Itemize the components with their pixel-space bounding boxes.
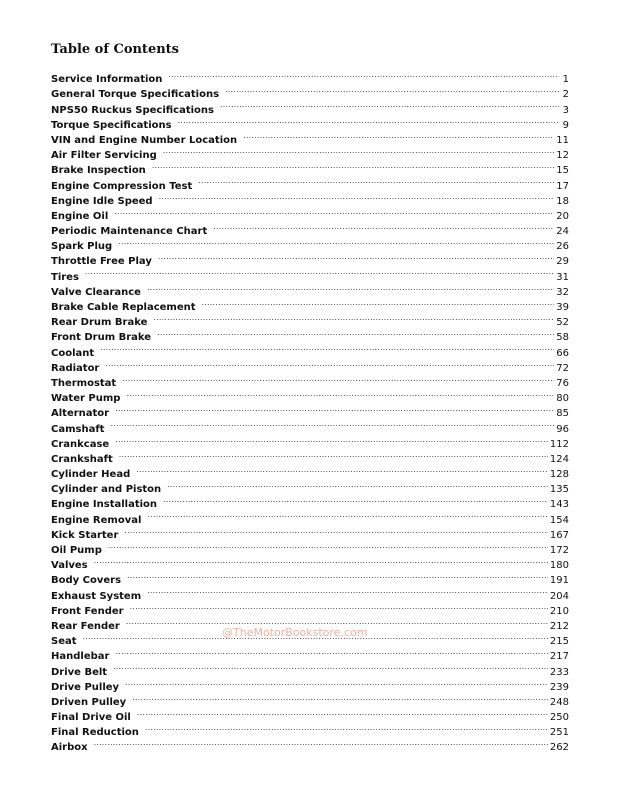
toc-dot-leader — [94, 553, 548, 568]
toc-dot-leader — [163, 492, 548, 507]
toc-dot-leader — [167, 477, 548, 492]
toc-entry-page-number[interactable]: 2 — [562, 89, 569, 101]
toc-entry-label[interactable]: Rear Fender — [51, 620, 120, 632]
toc-entry-page-number[interactable]: 233 — [549, 666, 569, 678]
toc-entry[interactable] — [51, 538, 569, 556]
toc-dot-leader — [100, 340, 554, 355]
toc-entry-label[interactable]: Rear Drum Brake — [51, 317, 148, 329]
toc-entry[interactable] — [51, 219, 569, 238]
toc-entry[interactable] — [51, 675, 569, 693]
toc-dot-leader — [145, 720, 548, 735]
toc-entry-page-number[interactable]: 1 — [562, 74, 569, 86]
toc-entry[interactable] — [51, 280, 569, 298]
toc-entry[interactable] — [51, 690, 569, 708]
toc-entry-label[interactable]: Drive Belt — [51, 666, 108, 678]
toc-dot-leader — [118, 234, 554, 249]
toc-dot-leader — [152, 158, 554, 173]
toc-entry-label[interactable]: Seat — [51, 636, 77, 648]
toc-dot-leader — [115, 644, 547, 659]
toc-entry-label[interactable]: Crankcase — [51, 438, 110, 450]
toc-entry-label[interactable]: VIN and Engine Number Location — [51, 134, 238, 146]
toc-dot-leader — [127, 568, 548, 583]
toc-entry-label[interactable]: Valve Clearance — [51, 286, 141, 298]
toc-dot-leader — [153, 310, 554, 325]
toc-entry-page-number[interactable]: 217 — [549, 651, 569, 663]
toc-dot-leader — [163, 143, 555, 158]
toc-entry-page-number[interactable]: 143 — [549, 499, 569, 511]
toc-entry-label[interactable]: Front Drum Brake — [51, 332, 152, 344]
toc-dot-leader — [202, 295, 555, 310]
toc-entry[interactable] — [51, 659, 569, 678]
toc-entry-page-number[interactable]: 11 — [556, 134, 569, 146]
toc-entry[interactable] — [51, 234, 569, 253]
toc-entry-label[interactable]: Brake Inspection — [51, 165, 146, 177]
toc-dot-leader — [115, 432, 548, 447]
toc-entry-label[interactable]: NPS50 Ruckus Specifications — [51, 104, 214, 116]
toc-dot-leader — [126, 386, 554, 401]
toc-entry-page-number[interactable]: 250 — [549, 712, 569, 724]
toc-entry-label[interactable]: Thermostat — [51, 377, 117, 389]
toc-dot-leader — [243, 128, 554, 143]
toc-dot-leader — [178, 113, 559, 128]
toc-entry-page-number[interactable]: 112 — [549, 438, 569, 450]
toc-entry-page-number[interactable]: 17 — [556, 180, 569, 192]
toc-entry-page-number[interactable]: 12 — [556, 150, 569, 162]
toc-entry[interactable] — [51, 553, 569, 572]
toc-entry-label[interactable]: Kick Starter — [51, 529, 119, 541]
toc-dot-leader — [213, 219, 554, 234]
toc-entry[interactable] — [51, 249, 569, 268]
toc-entry[interactable] — [51, 264, 569, 283]
toc-entry[interactable] — [51, 340, 569, 359]
toc-dot-leader — [147, 583, 548, 598]
toc-entry-page-number[interactable]: 29 — [556, 256, 569, 268]
toc-dot-leader — [115, 401, 554, 416]
toc-entry-page-number[interactable]: 204 — [549, 590, 569, 602]
toc-entry-label[interactable]: Valves — [51, 560, 88, 572]
toc-entry-page-number[interactable]: 72 — [556, 362, 569, 374]
toc-entry-page-number[interactable]: 76 — [556, 377, 569, 389]
toc-entry-page-number[interactable]: 96 — [556, 423, 569, 435]
toc-entry-label[interactable]: Engine Idle Speed — [51, 195, 153, 207]
toc-entry-page-number[interactable]: 52 — [556, 317, 569, 329]
toc-entry-label[interactable]: Handlebar — [51, 651, 110, 663]
toc-dot-leader — [220, 97, 559, 112]
toc-dot-leader — [147, 507, 548, 522]
toc-entry-label[interactable]: Tires — [51, 271, 79, 283]
toc-entry-page-number[interactable]: 167 — [549, 529, 569, 541]
toc-entry[interactable] — [51, 204, 569, 222]
toc-entry-label[interactable]: Engine Removal — [51, 514, 142, 526]
toc-entry-label[interactable]: Brake Cable Replacement — [51, 302, 196, 313]
toc-dot-leader — [225, 82, 559, 97]
toc-entry-label[interactable]: General Torque Specifications — [51, 89, 220, 101]
toc-dot-leader — [119, 447, 548, 462]
toc-entry-label[interactable]: Camshaft — [51, 423, 105, 435]
toc-entry-page-number[interactable]: 15 — [556, 165, 569, 177]
toc-dot-leader — [168, 67, 559, 82]
toc-entry[interactable] — [51, 735, 569, 754]
toc-entry-label[interactable]: Service Information — [51, 74, 163, 86]
toc-entry-page-number[interactable]: 9 — [562, 119, 569, 131]
toc-dot-leader — [114, 204, 554, 219]
toc-entry-page-number[interactable]: 39 — [556, 302, 569, 313]
toc-entry-label[interactable]: Drive Pulley — [51, 681, 120, 693]
toc-entry-label[interactable]: Radiator — [51, 362, 100, 374]
toc-dot-leader — [137, 705, 548, 720]
toc-entry[interactable] — [51, 568, 569, 587]
toc-dot-leader — [110, 416, 554, 431]
toc-entry[interactable] — [51, 432, 569, 450]
toc-entry-page-number[interactable]: 210 — [549, 605, 569, 617]
toc-entry-page-number[interactable]: 85 — [556, 408, 569, 420]
toc-entry-page-number[interactable]: 212 — [549, 620, 569, 632]
toc-entry-label[interactable]: Engine Installation — [51, 499, 158, 511]
toc-entry-label[interactable]: Engine Compression Test — [51, 180, 193, 192]
watermark-text: @TheMotorBookstore.com — [222, 626, 368, 639]
toc-entry-page-number[interactable]: 26 — [556, 241, 569, 253]
toc-entry[interactable] — [51, 371, 569, 389]
toc-entry-label[interactable]: Airbox — [51, 742, 88, 754]
toc-entry-label[interactable]: Cylinder Head — [51, 469, 131, 481]
toc-entry-label[interactable]: Front Fender — [51, 605, 124, 617]
toc-entry-page-number[interactable]: 180 — [549, 560, 569, 572]
toc-entry-label[interactable]: Spark Plug — [51, 241, 113, 253]
toc-dot-leader — [105, 356, 554, 371]
toc-entry[interactable] — [51, 462, 569, 481]
toc-entry[interactable] — [51, 401, 569, 420]
toc-entry-page-number[interactable]: 32 — [556, 286, 569, 298]
toc-entry-page-number[interactable]: 172 — [549, 545, 569, 556]
toc-entry-label[interactable]: Final Reduction — [51, 727, 139, 739]
toc-entry-label[interactable]: Air Filter Servicing — [51, 150, 157, 162]
toc-entry-page-number[interactable]: 262 — [549, 742, 569, 754]
toc-entry-page-number[interactable]: 3 — [562, 104, 569, 116]
toc-dot-leader — [136, 462, 548, 477]
toc-entry-label[interactable]: Cylinder and Piston — [51, 484, 162, 496]
toc-entry-label[interactable]: Coolant — [51, 347, 95, 359]
toc-entry-label[interactable]: Engine Oil — [51, 210, 109, 222]
toc-entry[interactable] — [51, 644, 569, 663]
toc-list — [51, 67, 569, 754]
page-title: Table of Contents — [51, 42, 179, 57]
toc-entry-page-number[interactable]: 135 — [549, 484, 569, 496]
toc-entry-page-number[interactable]: 251 — [549, 727, 569, 739]
toc-entry-page-number[interactable]: 124 — [549, 453, 569, 465]
toc-dot-leader — [198, 173, 554, 188]
toc-entry-page-number[interactable]: 58 — [556, 332, 569, 344]
toc-entry-page-number[interactable]: 215 — [549, 636, 569, 648]
toc-dot-leader — [147, 280, 554, 295]
toc-entry[interactable] — [51, 416, 569, 435]
toc-entry[interactable] — [51, 523, 569, 541]
toc-dot-leader — [157, 325, 554, 340]
toc-entry-label[interactable]: Driven Pulley — [51, 696, 127, 708]
toc-entry-label[interactable]: Throttle Free Play — [51, 256, 152, 268]
toc-entry-page-number[interactable]: 128 — [549, 469, 569, 481]
toc-dot-leader — [124, 523, 548, 538]
toc-dot-leader — [158, 249, 554, 264]
toc-entry-page-number[interactable]: 31 — [556, 271, 569, 283]
toc-entry-label[interactable]: Exhaust System — [51, 590, 142, 602]
toc-dot-leader — [108, 538, 548, 553]
toc-dot-leader — [113, 659, 548, 674]
toc-dot-leader — [159, 189, 555, 204]
toc-dot-leader — [94, 735, 548, 750]
toc-dot-leader — [122, 371, 554, 386]
toc-entry-label[interactable]: Final Drive Oil — [51, 712, 131, 724]
toc-entry-label[interactable]: Crankshaft — [51, 453, 113, 465]
toc-dot-leader — [132, 690, 548, 705]
toc-entry-page-number[interactable]: 66 — [556, 347, 569, 359]
toc-entry[interactable] — [51, 386, 569, 405]
toc-entry-page-number[interactable]: 24 — [556, 226, 569, 238]
toc-entry-page-number[interactable]: 80 — [556, 393, 569, 405]
toc-entry-label[interactable]: Alternator — [51, 408, 110, 420]
toc-entry[interactable] — [51, 67, 569, 86]
toc-dot-leader — [125, 675, 548, 690]
toc-entry-page-number[interactable]: 154 — [549, 514, 569, 526]
toc-entry-page-number[interactable]: 248 — [549, 696, 569, 708]
toc-entry-label[interactable]: Torque Specifications — [51, 119, 172, 131]
toc-entry[interactable] — [51, 447, 569, 465]
toc-entry-page-number[interactable]: 20 — [556, 210, 569, 222]
toc-dot-leader — [130, 599, 548, 614]
toc-entry-page-number[interactable]: 191 — [549, 575, 569, 587]
toc-entry-page-number[interactable]: 239 — [549, 681, 569, 693]
toc-entry-label[interactable]: Oil Pump — [51, 545, 102, 556]
toc-entry-label[interactable]: Periodic Maintenance Chart — [51, 226, 208, 238]
toc-entry[interactable] — [51, 599, 569, 617]
toc-entry-page-number[interactable]: 18 — [556, 195, 569, 207]
toc-entry[interactable] — [51, 356, 569, 374]
toc-dot-leader — [85, 264, 554, 279]
toc-entry-label[interactable]: Body Covers — [51, 575, 122, 587]
toc-entry[interactable] — [51, 583, 569, 602]
toc-entry-label[interactable]: Water Pump — [51, 393, 121, 405]
